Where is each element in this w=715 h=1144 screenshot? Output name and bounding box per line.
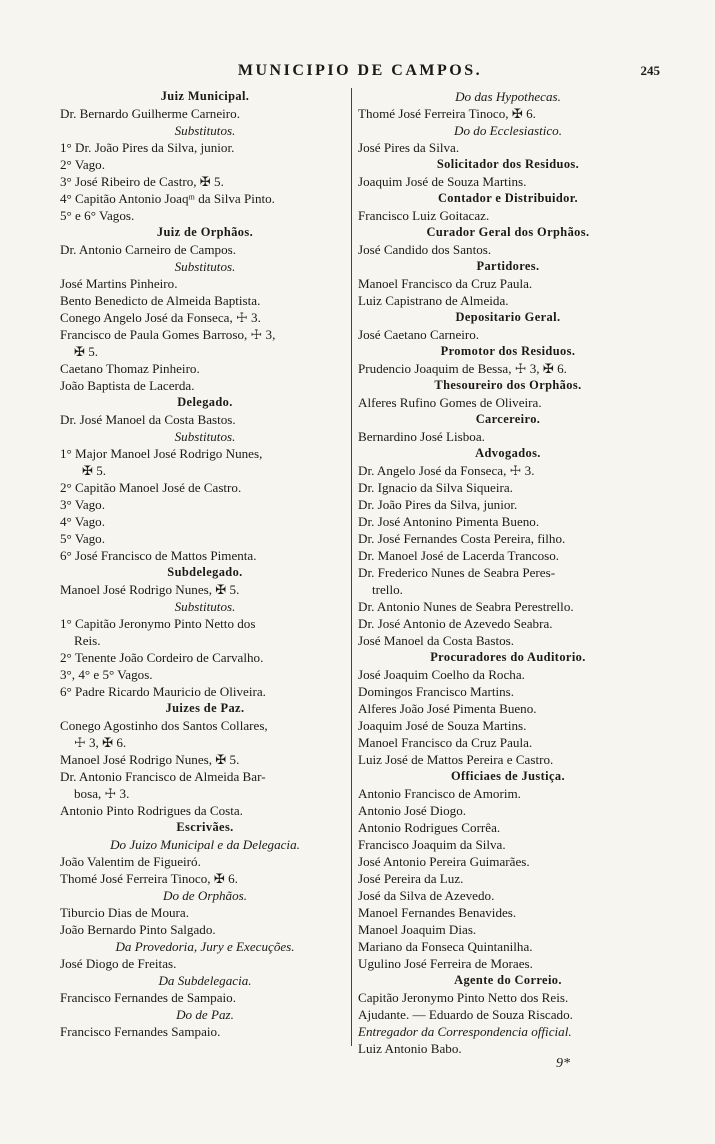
section-heading: Curador Geral dos Orphãos. bbox=[426, 225, 590, 239]
entry-line: José Candido dos Santos. bbox=[358, 242, 492, 257]
entry-line: Bento Benedicto de Almeida Baptista. bbox=[60, 293, 261, 308]
entry-line: Antonio Rodrigues Corrêa. bbox=[358, 820, 501, 835]
section-heading: Solicitador dos Residuos. bbox=[436, 157, 580, 171]
section-heading: Subdelegado. bbox=[167, 565, 243, 579]
entry-line: José Manoel da Costa Bastos. bbox=[358, 633, 515, 648]
right-column bbox=[358, 88, 658, 1057]
entry-line: Dr. José Manoel da Costa Bastos. bbox=[60, 412, 236, 427]
entry-line: José da Silva de Azevedo. bbox=[358, 888, 495, 903]
subsection-heading: Do de Paz. bbox=[176, 1007, 234, 1022]
entry-line: Dr. Antonio Francisco de Almeida Bar- bbox=[60, 769, 266, 784]
entry-continuation: Reis. bbox=[74, 633, 101, 648]
entry-line: Francisco Fernandes de Sampaio. bbox=[60, 990, 236, 1005]
entry-line: João Baptista de Lacerda. bbox=[60, 378, 195, 393]
section-heading: Officiaes de Justiça. bbox=[450, 769, 566, 783]
entry-line: Dr. José Antonio de Azevedo Seabra. bbox=[358, 616, 553, 631]
entry-line: Antonio Pinto Rodrigues da Costa. bbox=[60, 803, 243, 818]
page-header bbox=[60, 62, 660, 82]
entry-line: Dr. Ignacio da Silva Siqueira. bbox=[358, 480, 513, 495]
entry-line: Thomé José Ferreira Tinoco, ✠ 6. bbox=[358, 106, 536, 121]
entry-line: 1° Major Manoel José Rodrigo Nunes, bbox=[60, 446, 263, 461]
entry-line: José Diogo de Freitas. bbox=[60, 956, 177, 971]
entry-continuation: bosa, ☩ 3. bbox=[74, 786, 130, 801]
section-heading: Promotor dos Residuos. bbox=[440, 344, 576, 358]
entry-line: Manoel Francisco da Cruz Paula. bbox=[358, 735, 533, 750]
entry-line: 4° Vago. bbox=[60, 514, 106, 529]
entry-continuation: ☩ 3, ✠ 6. bbox=[74, 735, 127, 750]
entry-line: Alferes João José Pimenta Bueno. bbox=[358, 701, 537, 716]
subsection-heading: Do do Ecclesiastico. bbox=[454, 123, 562, 138]
section-heading: Advogados. bbox=[475, 446, 541, 460]
entry-line: Conego Angelo José da Fonseca, ☩ 3. bbox=[60, 310, 261, 325]
page-title: MUNICIPIO DE CAMPOS. bbox=[237, 62, 483, 79]
entry-line: 5° Vago. bbox=[60, 531, 106, 546]
subsection-heading: Do Juizo Municipal e da Delegacia. bbox=[110, 837, 300, 852]
entry-line: Tiburcio Dias de Moura. bbox=[60, 905, 189, 920]
entry-line: José Pires da Silva. bbox=[358, 140, 460, 155]
entry-line: Francisco Luiz Goitacaz. bbox=[358, 208, 490, 223]
entry-line: 5° e 6° Vagos. bbox=[60, 208, 135, 223]
entry-line: Conego Agostinho dos Santos Collares, bbox=[60, 718, 268, 733]
subsection-heading: Entregador da Correspondencia official. bbox=[358, 1024, 572, 1039]
entry-line: Caetano Thomaz Pinheiro. bbox=[60, 361, 200, 376]
entry-line: 2° Vago. bbox=[60, 157, 106, 172]
section-heading: Contador e Distribuidor. bbox=[437, 191, 579, 205]
section-heading: Juizes de Paz. bbox=[165, 701, 245, 715]
entry-continuation: trello. bbox=[372, 582, 403, 597]
section-heading: Thesoureiro dos Orphãos. bbox=[434, 378, 582, 392]
subsection-heading: Do das Hypothecas. bbox=[455, 89, 561, 104]
section-heading: Depositario Geral. bbox=[455, 310, 561, 324]
left-column bbox=[60, 88, 350, 1040]
entry-line: Luiz Capistrano de Almeida. bbox=[358, 293, 509, 308]
entry-line: Antonio Francisco de Amorim. bbox=[358, 786, 521, 801]
entry-line: Luiz Antonio Babo. bbox=[358, 1041, 462, 1056]
entry-line: João Bernardo Pinto Salgado. bbox=[60, 922, 216, 937]
entry-line: 3°, 4° e 5° Vagos. bbox=[60, 667, 153, 682]
entry-continuation: ✠ 5. bbox=[82, 463, 107, 478]
entry-line: Manoel Fernandes Benavides. bbox=[358, 905, 517, 920]
entry-line: Prudencio Joaquim de Bessa, ☩ 3, ✠ 6. bbox=[358, 361, 567, 376]
entry-line: 4° Capitão Antonio Joaqᵐ da Silva Pinto. bbox=[60, 191, 275, 206]
entry-line: Domingos Francisco Martins. bbox=[358, 684, 515, 699]
entry-line: Joaquim José de Souza Martins. bbox=[358, 174, 527, 189]
entry-line: 3° Vago. bbox=[60, 497, 106, 512]
entry-line: Dr. José Fernandes Costa Pereira, filho. bbox=[358, 531, 566, 546]
entry-line: José Martins Pinheiro. bbox=[60, 276, 178, 291]
entry-line: Dr. Antonio Nunes de Seabra Perestrello. bbox=[358, 599, 574, 614]
entry-line: José Pereira da Luz. bbox=[358, 871, 464, 886]
section-heading: Partidores. bbox=[476, 259, 540, 273]
entry-line: Mariano da Fonseca Quintanilha. bbox=[358, 939, 533, 954]
section-heading: Escrivães. bbox=[176, 820, 234, 834]
section-heading: Juiz de Orphãos. bbox=[156, 225, 254, 239]
entry-line: Dr. Frederico Nunes de Seabra Peres- bbox=[358, 565, 556, 580]
signature-mark: 9* bbox=[556, 1056, 570, 1071]
entry-line: José Caetano Carneiro. bbox=[358, 327, 480, 342]
entry-line: 6° Padre Ricardo Mauricio de Oliveira. bbox=[60, 684, 266, 699]
entry-line: 2° Capitão Manoel José de Castro. bbox=[60, 480, 242, 495]
entry-line: Thomé José Ferreira Tinoco, ✠ 6. bbox=[60, 871, 238, 886]
subsection-heading: Substitutos. bbox=[174, 429, 236, 444]
entry-line: Joaquim José de Souza Martins. bbox=[358, 718, 527, 733]
entry-line: Manoel Joaquim Dias. bbox=[358, 922, 477, 937]
entry-line: Dr. Angelo José da Fonseca, ☩ 3. bbox=[358, 463, 535, 478]
section-heading: Delegado. bbox=[177, 395, 233, 409]
entry-line: Antonio José Diogo. bbox=[358, 803, 467, 818]
entry-line: Ajudante. — Eduardo de Souza Riscado. bbox=[358, 1007, 573, 1022]
entry-line: Francisco Fernandes Sampaio. bbox=[60, 1024, 221, 1039]
entry-line: 1° Capitão Jeronymo Pinto Netto dos bbox=[60, 616, 256, 631]
entry-line: 1° Dr. João Pires da Silva, junior. bbox=[60, 140, 235, 155]
entry-line: Luiz José de Mattos Pereira e Castro. bbox=[358, 752, 554, 767]
entry-line: 3° José Ribeiro de Castro, ✠ 5. bbox=[60, 174, 224, 189]
entry-line: José Joaquim Coelho da Rocha. bbox=[358, 667, 525, 682]
subsection-heading: Da Subdelegacia. bbox=[158, 973, 252, 988]
entry-line: José Antonio Pereira Guimarães. bbox=[358, 854, 530, 869]
section-heading: Carcereiro. bbox=[475, 412, 541, 426]
entry-line: Francisco Joaquim da Silva. bbox=[358, 837, 506, 852]
entry-line: Manoel Francisco da Cruz Paula. bbox=[358, 276, 533, 291]
entry-continuation: ✠ 5. bbox=[74, 344, 99, 359]
entry-line: Capitão Jeronymo Pinto Netto dos Reis. bbox=[358, 990, 569, 1005]
entry-line: Dr. José Antonino Pimenta Bueno. bbox=[358, 514, 540, 529]
entry-line: Bernardino José Lisboa. bbox=[358, 429, 485, 444]
entry-line: Dr. Antonio Carneiro de Campos. bbox=[60, 242, 237, 257]
entry-line: 2° Tenente João Cordeiro de Carvalho. bbox=[60, 650, 264, 665]
entry-line: 6° José Francisco de Mattos Pimenta. bbox=[60, 548, 257, 563]
subsection-heading: Substitutos. bbox=[174, 123, 236, 138]
entry-line: Dr. Manoel José de Lacerda Trancoso. bbox=[358, 548, 560, 563]
entry-line: Manoel José Rodrigo Nunes, ✠ 5. bbox=[60, 752, 240, 767]
entry-line: Dr. João Pires da Silva, junior. bbox=[358, 497, 518, 512]
column-divider bbox=[351, 88, 352, 1046]
entry-line: Ugulino José Ferreira de Moraes. bbox=[358, 956, 533, 971]
page-number: 245 bbox=[640, 63, 660, 78]
subsection-heading: Substitutos. bbox=[174, 259, 236, 274]
section-heading: Agente do Correio. bbox=[454, 973, 562, 987]
entry-line: Dr. Bernardo Guilherme Carneiro. bbox=[60, 106, 240, 121]
section-heading: Procuradores do Auditorio. bbox=[430, 650, 586, 664]
subsection-heading: Da Provedoria, Jury e Execuções. bbox=[115, 939, 295, 954]
entry-line: Alferes Rufino Gomes de Oliveira. bbox=[358, 395, 542, 410]
entry-line: Francisco de Paula Gomes Barroso, ☩ 3, bbox=[60, 327, 276, 342]
subsection-heading: Substitutos. bbox=[174, 599, 236, 614]
section-heading: Juiz Municipal. bbox=[160, 89, 250, 103]
entry-line: Manoel José Rodrigo Nunes, ✠ 5. bbox=[60, 582, 240, 597]
entry-line: João Valentim de Figueiró. bbox=[60, 854, 201, 869]
subsection-heading: Do de Orphãos. bbox=[162, 888, 248, 903]
